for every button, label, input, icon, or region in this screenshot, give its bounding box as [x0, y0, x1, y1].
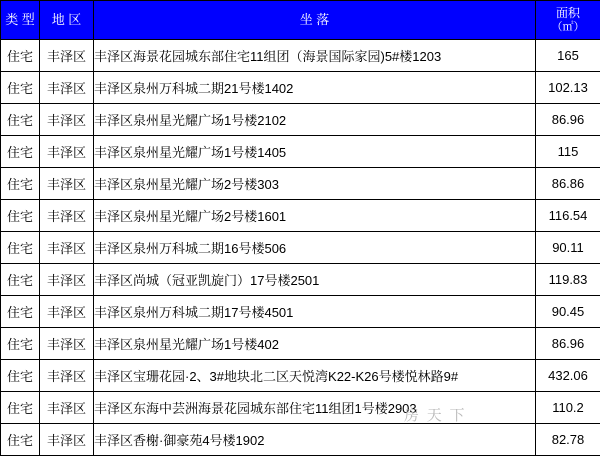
table-row: [1, 392, 600, 424]
cell-type: 住宅: [1, 360, 40, 392]
cell-location: 丰泽区泉州万科城二期16号楼506: [94, 232, 536, 264]
cell-region: 丰泽区: [40, 360, 94, 392]
cell-region: 丰泽区: [40, 264, 94, 296]
table-row: [1, 104, 600, 136]
cell-region: 丰泽区: [40, 104, 94, 136]
cell-location: 丰泽区泉州万科城二期21号楼1402: [94, 72, 536, 104]
table-row: [1, 40, 600, 72]
cell-location: 丰泽区泉州星光耀广场2号楼1601: [94, 200, 536, 232]
cell-area: 86.96: [536, 104, 600, 136]
cell-type: 住宅: [1, 136, 40, 168]
cell-location: 丰泽区东海中芸洲海景花园城东部住宅11组团1号楼2903: [94, 392, 536, 424]
cell-region: 丰泽区: [40, 168, 94, 200]
cell-type: 住宅: [1, 392, 40, 424]
table-body: [1, 40, 600, 456]
table-row: [1, 296, 600, 328]
cell-area: 90.45: [536, 296, 600, 328]
cell-location: 丰泽区泉州星光耀广场1号楼2102: [94, 104, 536, 136]
table-row: [1, 264, 600, 296]
cell-type: 住宅: [1, 232, 40, 264]
cell-area: 86.96: [536, 328, 600, 360]
cell-location: 丰泽区泉州万科城二期17号楼4501: [94, 296, 536, 328]
cell-area: 119.83: [536, 264, 600, 296]
cell-location: 丰泽区海景花园城东部住宅11组团（海景国际家园)5#楼1203: [94, 40, 536, 72]
cell-type: 住宅: [1, 328, 40, 360]
column-header-region: 地 区: [40, 1, 94, 40]
cell-location: 丰泽区香榭·御豪苑4号楼1902: [94, 424, 536, 456]
table-row: [1, 168, 600, 200]
cell-region: 丰泽区: [40, 136, 94, 168]
header-row: [1, 1, 600, 40]
cell-region: 丰泽区: [40, 296, 94, 328]
cell-region: 丰泽区: [40, 328, 94, 360]
cell-region: 丰泽区: [40, 200, 94, 232]
cell-type: 住宅: [1, 264, 40, 296]
cell-area: 432.06: [536, 360, 600, 392]
watermark: 房 天 下: [404, 404, 467, 425]
table-row: [1, 136, 600, 168]
cell-area: 110.2: [536, 392, 600, 424]
cell-area: 115: [536, 136, 600, 168]
cell-type: 住宅: [1, 168, 40, 200]
cell-type: 住宅: [1, 296, 40, 328]
cell-type: 住宅: [1, 424, 40, 456]
cell-location: 丰泽区宝珊花园·2、3#地块北二区天悦湾K22-K26号楼悦林路9#: [94, 360, 536, 392]
cell-region: 丰泽区: [40, 424, 94, 456]
cell-area: 116.54: [536, 200, 600, 232]
cell-type: 住宅: [1, 40, 40, 72]
column-header-location: 坐 落: [94, 1, 536, 40]
column-header-type: 类 型: [1, 1, 40, 40]
cell-region: 丰泽区: [40, 232, 94, 264]
cell-area: 82.78: [536, 424, 600, 456]
cell-area: 86.86: [536, 168, 600, 200]
table-row: [1, 200, 600, 232]
cell-location: 丰泽区泉州星光耀广场1号楼402: [94, 328, 536, 360]
cell-location: 丰泽区尚城（冠亚凯旋门）17号楼2501: [94, 264, 536, 296]
column-header-area: [536, 1, 600, 40]
cell-location: 丰泽区泉州星光耀广场2号楼303: [94, 168, 536, 200]
table-row: [1, 360, 600, 392]
cell-area: 102.13: [536, 72, 600, 104]
cell-type: 住宅: [1, 104, 40, 136]
cell-type: 住宅: [1, 72, 40, 104]
table-row: [1, 328, 600, 360]
column-header-area-label: 面积: [556, 6, 580, 20]
cell-area: 90.11: [536, 232, 600, 264]
cell-region: 丰泽区: [40, 40, 94, 72]
table-row: [1, 72, 600, 104]
cell-region: 丰泽区: [40, 72, 94, 104]
table-row: [1, 424, 600, 456]
cell-type: 住宅: [1, 200, 40, 232]
table-header: [1, 1, 600, 40]
column-header-area-unit: （㎡）: [536, 21, 600, 34]
cell-location: 丰泽区泉州星光耀广场1号楼1405: [94, 136, 536, 168]
cell-region: 丰泽区: [40, 392, 94, 424]
table-row: [1, 232, 600, 264]
cell-area: 165: [536, 40, 600, 72]
